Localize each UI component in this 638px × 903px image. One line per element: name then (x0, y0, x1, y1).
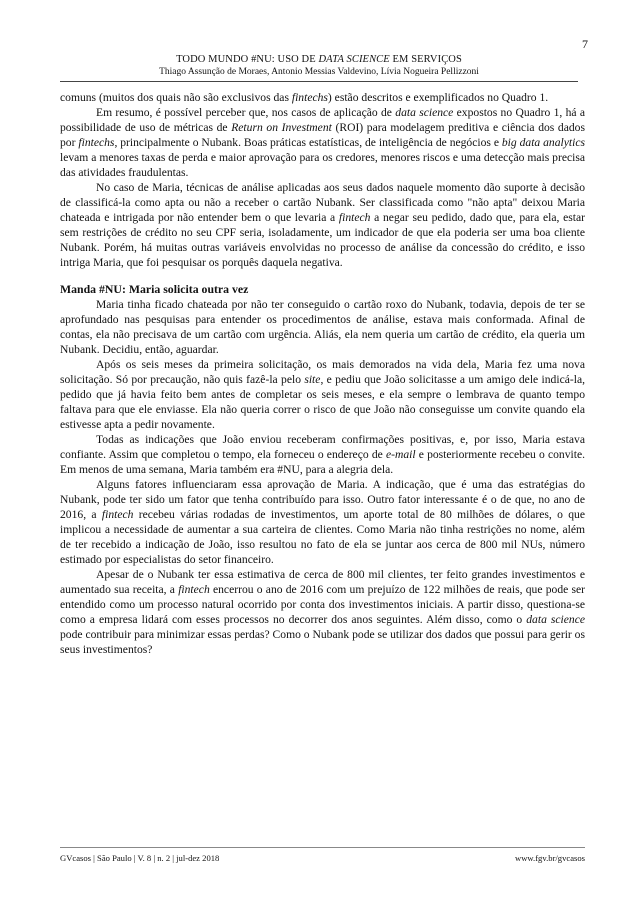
running-header (60, 53, 578, 79)
paragraph: Todas as indicações que João enviou receberam confirmações positivas, e, por isso, Maria estava confiante. Assim que completou o tempo, ela forneceu o endereço de e-mail e posteriormente recebeu o convite. Em menos de uma semana, Maria também era #NU, para a alegria dela. (60, 433, 585, 476)
header-rule (60, 81, 578, 82)
page-footer (60, 853, 585, 863)
paragraph: Alguns fatores influenciaram essa aprovação de Maria. A indicação, que é uma das estratégias do Nubank, pode ter sido um fator que tenha contribuído para isso. Outro fator interessante é o de que, no ano de 2016, a fintech recebeu várias rodadas de investimentos, um aporte total de 80 milhões de dólares, o que implicou a necessidade de aumentar a sua carteira de clientes. Como Maria não tinha restrições no nome, além de ter recebido a indicação de João, isso resultou no fato de ela se juntar aos cerca de 800 mil NUs, número estimado por especialistas do setor financeiro. (60, 478, 585, 566)
paragraph: Após os seis meses da primeira solicitação, os mais demorados na vida dela, Maria fez uma nova solicitação. Só por precaução, não quis fazê-la pelo site, e pediu que João solicitasse a um amigo dele indicá-la, pedido que já havia feito bem antes de completar os seis meses, e ela sempre o lembrava de quanto tempo faltava para que ele enviasse. Ela não queria correr o risco de que João não conseguisse um convite quando ela estivesse apta a pedir novamente. (60, 358, 585, 431)
footer-url: www.fgv.br/gvcasos (514, 853, 585, 863)
running-authors: Thiago Assunção de Moraes, Antonio Messias Valdevino, Lívia Nogueira Pellizzoni (159, 67, 479, 77)
page-number: 7 (582, 37, 588, 51)
document-body (60, 90, 585, 657)
running-title: TODO MUNDO #NU: USO DE DATA SCIENCE EM SERVIÇOS (176, 54, 462, 65)
paragraph: Em resumo, é possível perceber que, nos casos de aplicação de data science expostos no Quadro 1, há a possibilidade de uso de métricas de Return on Investment (ROI) para modelagem preditiva e ciência dos dados por fintechs, principalmente o Nubank. Boas práticas estatísticas, de inteligência de negócios e big data analytics levam a menores taxas de perda e maior aprovação para os credores, menores riscos e uma detecção mais precisa das atividades fraudulentas. (60, 106, 586, 179)
paragraph: No caso de Maria, técnicas de análise aplicadas aos seus dados naquele momento dão suporte à decisão de classificá-la como apta ou não a receber o cartão Nubank. Ser classificada como "não apta" deixou Maria chateada e intrigada por não entender bem o que levaria a fintech a negar seu pedido, dado que, para ela, estar sem restrições de crédito no seu CPF seria, isoladamente, um indicador de que ela poderia ser uma boa cliente Nubank. Porém, há muitas outras variáveis envolvidas no processo de análise da concessão do crédito, e isso intriga Maria, que foi pesquisar os porquês daquela negativa. (60, 181, 585, 269)
paragraph: Apesar de o Nubank ter essa estimativa de cerca de 800 mil clientes, ter feito grandes investimentos e aumentado sua receita, a fintech encerrou o ano de 2016 com um prejuízo de 122 milhões de reais, que pode ser entendido como um processo natural ocorrido por conta dos investimentos iniciais. A partir disso, questiona-se como a empresa lidará com esses processos no decorrer dos anos seguintes. Além disso, como o data science pode contribuir para minimizar essas perdas? Como o Nubank pode se utilizar dos dados que possui para gerir os seus investimentos? (60, 568, 586, 656)
section-heading: Manda #NU: Maria solicita outra vez (60, 282, 249, 296)
footer-citation: GVcasos | São Paulo | V. 8 | n. 2 | jul-dez 2018 (60, 853, 220, 863)
footer-rule (60, 847, 585, 848)
paragraph: Maria tinha ficado chateada por não ter conseguido o cartão roxo do Nubank, todavia, depois de ter se aprofundado nas pesquisas para entender os procedimentos de análise, estava mais conformada. Afinal de contas, ela não precisava de um cartão com urgência. Aliás, ela nem queria um cartão de crédito, ela queria um Nubank. Decidiu, então, aguardar. (60, 298, 585, 356)
paragraph: comuns (muitos dos quais não são exclusivos das fintechs) estão descritos e exemplificados no Quadro 1. (60, 91, 549, 104)
